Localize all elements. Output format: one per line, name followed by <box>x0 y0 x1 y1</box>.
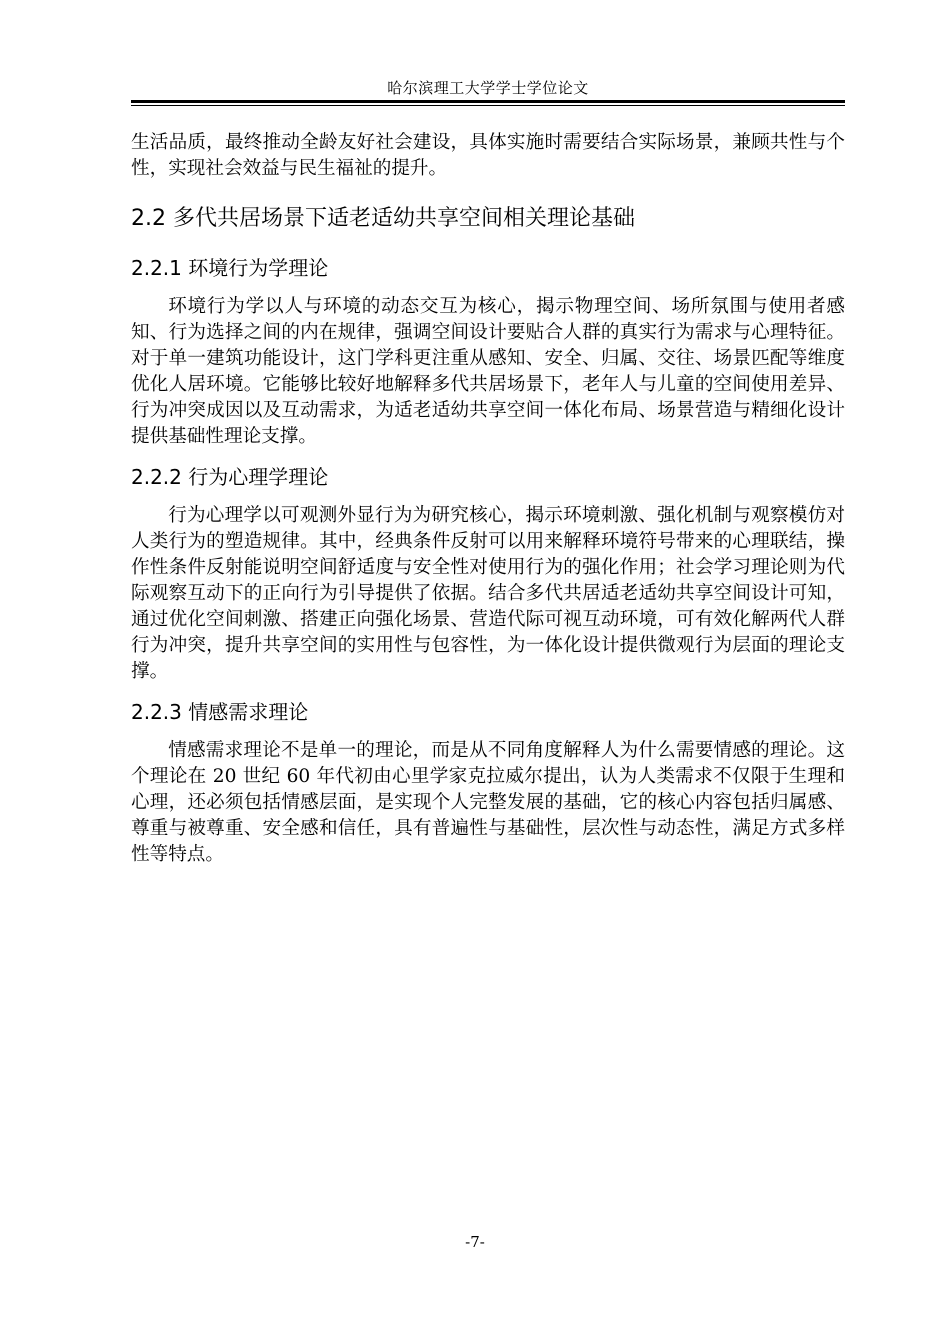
header-rule-thin <box>131 105 845 106</box>
page-body <box>131 130 845 868</box>
subsection-heading-2-2-1: 2.2.1 环境行为学理论 <box>131 256 329 280</box>
subsection-paragraph-2-2-2: 行为心理学以可观测外显行为为研究核心，揭示环境刺激、强化机制与观察模仿对人类行为的塑造规律。其中，经典条件反射可以用来解释环境符号带来的心理联结，操作性条件反射能说明空间舒适度与安全性对使用行为的强化作用；社会学习理论则为代际观察互动下的正向行为引导提供了依据。结合多代共居适老适幼共享空间设计可知，通过优化空间刺激、搭建正向强化场景、营造代际可视互动环境，可有效化解两代人群行为冲突，提升共享空间的实用性与包容性，为一体化设计提供微观行为层面的理论支撑。 <box>131 505 845 682</box>
header-rule-thick <box>131 100 845 103</box>
page-number: -7- <box>465 1233 485 1251</box>
subsection-heading-2-2-3: 2.2.3 情感需求理论 <box>131 700 309 724</box>
section-heading: 2.2 多代共居场景下适老适幼共享空间相关理论基础 <box>131 206 635 231</box>
intro-paragraph: 生活品质，最终推动全龄友好社会建设，具体实施时需要结合实际场景，兼顾共性与个性，实现社会效益与民生福祉的提升。 <box>131 132 845 179</box>
subsection-heading-2-2-2: 2.2.2 行为心理学理论 <box>131 465 329 489</box>
running-header: 哈尔滨理工大学学士学位论文 <box>387 79 589 97</box>
subsection-paragraph-2-2-1: 环境行为学以人与环境的动态交互为核心，揭示物理空间、场所氛围与使用者感知、行为选择之间的内在规律，强调空间设计要贴合人群的真实行为需求与心理特征。对于单一建筑功能设计，这门学科更注重从感知、安全、归属、交往、场景匹配等维度优化人居环境。它能够比较好地解释多代共居场景下，老年人与儿童的空间使用差异、行为冲突成因以及互动需求，为适老适幼共享空间一体化布局、场景营造与精细化设计提供基础性理论支撑。 <box>131 296 845 447</box>
subsection-paragraph-2-2-3: 情感需求理论不是单一的理论，而是从不同角度解释人为什么需要情感的理论。这个理论在 20 世纪 60 年代初由心里学家克拉威尔提出，认为人类需求不仅限于生理和心理，还必须包括情感层面，是实现个人完整发展的基础，它的核心内容包括归属感、尊重与被尊重、安全感和信任，具有普遍性与基础性，层次性与动态性，满足方式多样性等特点。 <box>131 740 845 865</box>
